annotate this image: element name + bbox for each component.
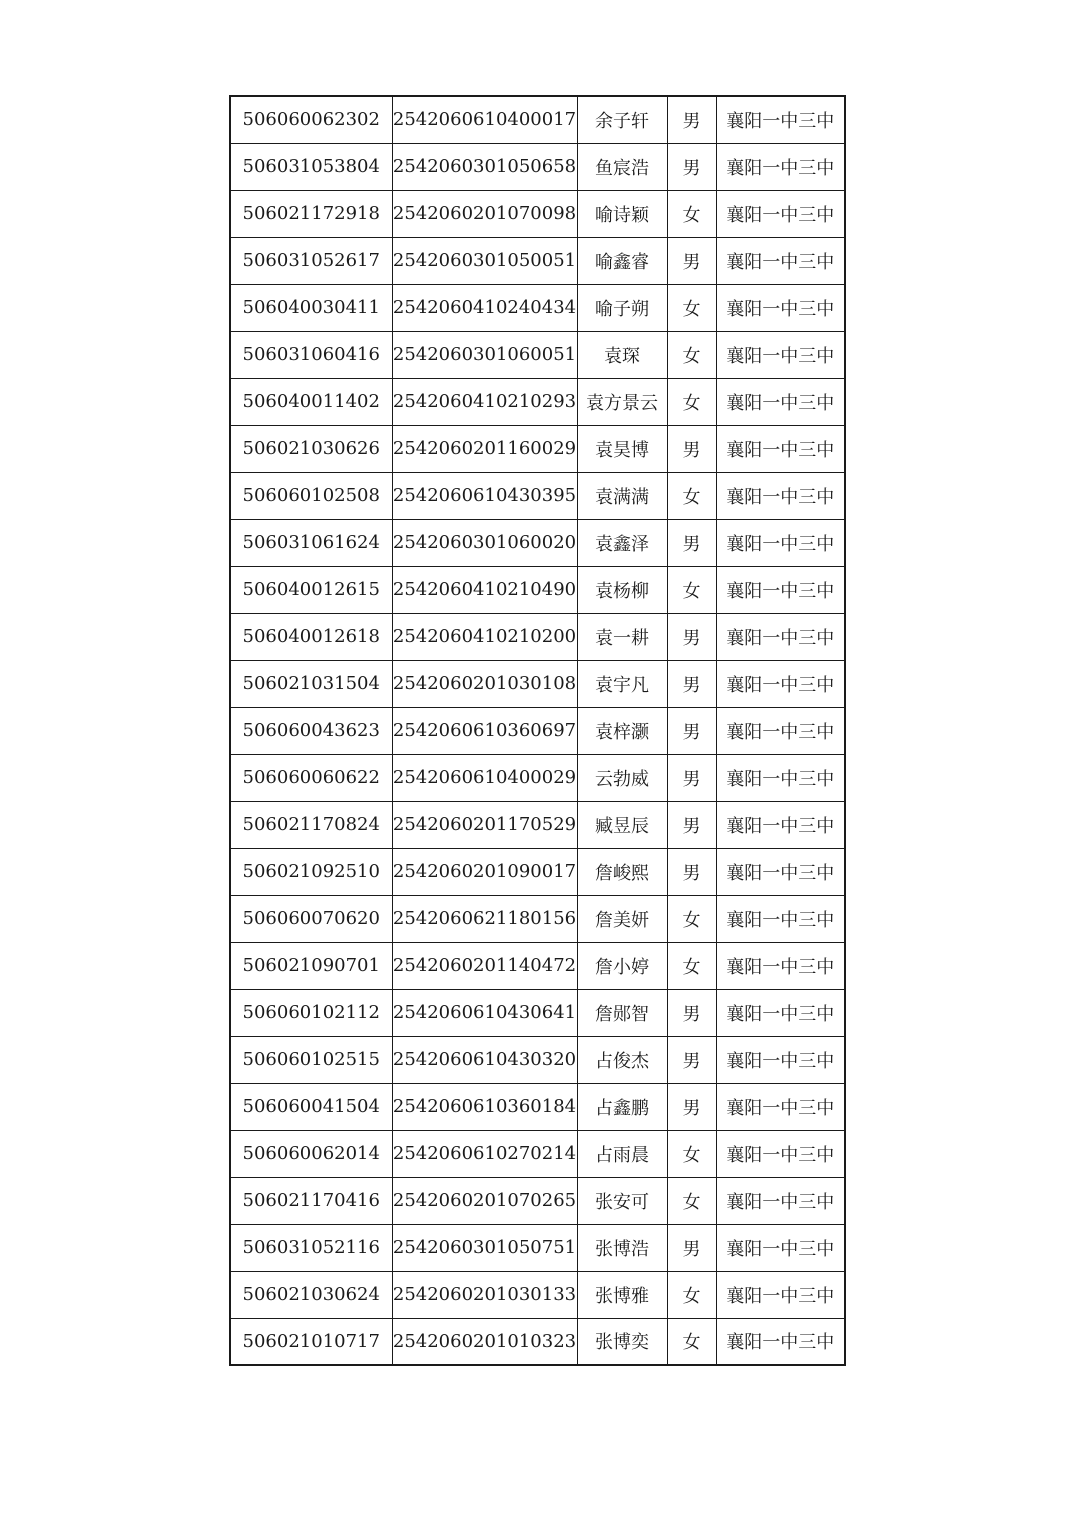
gender-cell: 女 <box>667 331 716 378</box>
gender-cell: 男 <box>667 989 716 1036</box>
registration-number-cell: 2542060410210200 <box>392 613 577 660</box>
gender-cell: 男 <box>667 1083 716 1130</box>
registration-number-cell: 2542060201140472 <box>392 942 577 989</box>
student-name-cell: 詹郧智 <box>577 989 667 1036</box>
gender-cell: 男 <box>667 1036 716 1083</box>
school-cell: 襄阳一中三中 <box>716 378 845 425</box>
exam-number-cell: 506021090701 <box>230 942 392 989</box>
registration-number-cell: 2542060610360184 <box>392 1083 577 1130</box>
gender-cell: 女 <box>667 378 716 425</box>
exam-number-cell: 506060062014 <box>230 1130 392 1177</box>
student-name-cell: 余子轩 <box>577 96 667 143</box>
gender-cell: 男 <box>667 707 716 754</box>
student-name-cell: 占鑫鹏 <box>577 1083 667 1130</box>
student-name-cell: 詹峻熙 <box>577 848 667 895</box>
table-row <box>230 707 845 754</box>
exam-number-cell: 506021030624 <box>230 1271 392 1318</box>
exam-number-cell: 506040012618 <box>230 613 392 660</box>
table-row <box>230 1130 845 1177</box>
exam-number-cell: 506040011402 <box>230 378 392 425</box>
school-cell: 襄阳一中三中 <box>716 472 845 519</box>
student-name-cell: 袁杨柳 <box>577 566 667 613</box>
exam-number-cell: 506060102112 <box>230 989 392 1036</box>
registration-number-cell: 2542060301050658 <box>392 143 577 190</box>
school-cell: 襄阳一中三中 <box>716 331 845 378</box>
student-name-cell: 臧昱辰 <box>577 801 667 848</box>
exam-number-cell: 506021030626 <box>230 425 392 472</box>
registration-number-cell: 2542060201010323 <box>392 1318 577 1365</box>
table-row <box>230 566 845 613</box>
table-row <box>230 519 845 566</box>
student-name-cell: 张博浩 <box>577 1224 667 1271</box>
table-row <box>230 284 845 331</box>
student-name-cell: 喻诗颖 <box>577 190 667 237</box>
table-row <box>230 754 845 801</box>
exam-number-cell: 506031060416 <box>230 331 392 378</box>
gender-cell: 男 <box>667 519 716 566</box>
school-cell: 襄阳一中三中 <box>716 754 845 801</box>
school-cell: 襄阳一中三中 <box>716 566 845 613</box>
student-name-cell: 袁方景云 <box>577 378 667 425</box>
table-row <box>230 331 845 378</box>
registration-number-cell: 2542060301060020 <box>392 519 577 566</box>
exam-number-cell: 506021010717 <box>230 1318 392 1365</box>
gender-cell: 男 <box>667 848 716 895</box>
student-name-cell: 詹美妍 <box>577 895 667 942</box>
exam-number-cell: 506031061624 <box>230 519 392 566</box>
school-cell: 襄阳一中三中 <box>716 1177 845 1224</box>
exam-number-cell: 506060041504 <box>230 1083 392 1130</box>
registration-number-cell: 2542060610400029 <box>392 754 577 801</box>
gender-cell: 男 <box>667 96 716 143</box>
registration-number-cell: 2542060201070265 <box>392 1177 577 1224</box>
exam-number-cell: 506060070620 <box>230 895 392 942</box>
gender-cell: 男 <box>667 754 716 801</box>
registration-number-cell: 2542060201070098 <box>392 190 577 237</box>
roster-body <box>230 96 845 1365</box>
gender-cell: 女 <box>667 472 716 519</box>
table-row <box>230 942 845 989</box>
table-row <box>230 1318 845 1365</box>
table-row <box>230 895 845 942</box>
student-name-cell: 云勃威 <box>577 754 667 801</box>
exam-number-cell: 506060062302 <box>230 96 392 143</box>
exam-number-cell: 506031053804 <box>230 143 392 190</box>
gender-cell: 女 <box>667 1130 716 1177</box>
registration-number-cell: 2542060610430641 <box>392 989 577 1036</box>
student-name-cell: 占俊杰 <box>577 1036 667 1083</box>
student-name-cell: 袁琛 <box>577 331 667 378</box>
school-cell: 襄阳一中三中 <box>716 613 845 660</box>
registration-number-cell: 2542060610360697 <box>392 707 577 754</box>
gender-cell: 男 <box>667 425 716 472</box>
school-cell: 襄阳一中三中 <box>716 801 845 848</box>
student-name-cell: 袁梓灏 <box>577 707 667 754</box>
exam-number-cell: 506021031504 <box>230 660 392 707</box>
table-row <box>230 1177 845 1224</box>
exam-number-cell: 506021170824 <box>230 801 392 848</box>
exam-number-cell: 506060060622 <box>230 754 392 801</box>
gender-cell: 女 <box>667 1177 716 1224</box>
school-cell: 襄阳一中三中 <box>716 1036 845 1083</box>
table-row <box>230 472 845 519</box>
table-row <box>230 96 845 143</box>
registration-number-cell: 2542060201030133 <box>392 1271 577 1318</box>
table-row <box>230 425 845 472</box>
school-cell: 襄阳一中三中 <box>716 942 845 989</box>
student-name-cell: 张博雅 <box>577 1271 667 1318</box>
registration-number-cell: 2542060410210293 <box>392 378 577 425</box>
student-name-cell: 鱼宸浩 <box>577 143 667 190</box>
gender-cell: 男 <box>667 613 716 660</box>
school-cell: 襄阳一中三中 <box>716 660 845 707</box>
school-cell: 襄阳一中三中 <box>716 707 845 754</box>
gender-cell: 男 <box>667 143 716 190</box>
registration-number-cell: 2542060621180156 <box>392 895 577 942</box>
student-name-cell: 占雨晨 <box>577 1130 667 1177</box>
gender-cell: 女 <box>667 942 716 989</box>
school-cell: 襄阳一中三中 <box>716 1083 845 1130</box>
registration-number-cell: 2542060610270214 <box>392 1130 577 1177</box>
exam-number-cell: 506040030411 <box>230 284 392 331</box>
student-name-cell: 喻子朔 <box>577 284 667 331</box>
gender-cell: 女 <box>667 284 716 331</box>
registration-number-cell: 2542060410210490 <box>392 566 577 613</box>
exam-number-cell: 506031052617 <box>230 237 392 284</box>
exam-number-cell: 506031052116 <box>230 1224 392 1271</box>
school-cell: 襄阳一中三中 <box>716 284 845 331</box>
registration-number-cell: 2542060410240434 <box>392 284 577 331</box>
student-name-cell: 袁满满 <box>577 472 667 519</box>
table-row <box>230 1083 845 1130</box>
registration-number-cell: 2542060201030108 <box>392 660 577 707</box>
exam-number-cell: 506040012615 <box>230 566 392 613</box>
student-name-cell: 袁鑫泽 <box>577 519 667 566</box>
exam-number-cell: 506060043623 <box>230 707 392 754</box>
school-cell: 襄阳一中三中 <box>716 1271 845 1318</box>
school-cell: 襄阳一中三中 <box>716 848 845 895</box>
table-row <box>230 378 845 425</box>
registration-number-cell: 2542060301060051 <box>392 331 577 378</box>
school-cell: 襄阳一中三中 <box>716 989 845 1036</box>
table-row <box>230 989 845 1036</box>
gender-cell: 女 <box>667 566 716 613</box>
registration-number-cell: 2542060201160029 <box>392 425 577 472</box>
table-row <box>230 613 845 660</box>
student-name-cell: 喻鑫睿 <box>577 237 667 284</box>
gender-cell: 女 <box>667 895 716 942</box>
student-name-cell: 张安可 <box>577 1177 667 1224</box>
student-name-cell: 袁一耕 <box>577 613 667 660</box>
registration-number-cell: 2542060301050751 <box>392 1224 577 1271</box>
table-row <box>230 1036 845 1083</box>
table-row <box>230 660 845 707</box>
exam-number-cell: 506021170416 <box>230 1177 392 1224</box>
exam-number-cell: 506021172918 <box>230 190 392 237</box>
gender-cell: 男 <box>667 1224 716 1271</box>
gender-cell: 女 <box>667 190 716 237</box>
registration-number-cell: 2542060201090017 <box>392 848 577 895</box>
student-name-cell: 詹小婷 <box>577 942 667 989</box>
student-roster-table <box>229 95 846 1366</box>
school-cell: 襄阳一中三中 <box>716 1130 845 1177</box>
table-row <box>230 143 845 190</box>
school-cell: 襄阳一中三中 <box>716 143 845 190</box>
registration-number-cell: 2542060201170529 <box>392 801 577 848</box>
table-row <box>230 848 845 895</box>
table-row <box>230 190 845 237</box>
school-cell: 襄阳一中三中 <box>716 96 845 143</box>
school-cell: 襄阳一中三中 <box>716 425 845 472</box>
table-row <box>230 1271 845 1318</box>
registration-number-cell: 2542060610430395 <box>392 472 577 519</box>
gender-cell: 男 <box>667 801 716 848</box>
exam-number-cell: 506060102515 <box>230 1036 392 1083</box>
student-name-cell: 张博奕 <box>577 1318 667 1365</box>
registration-number-cell: 2542060301050051 <box>392 237 577 284</box>
gender-cell: 男 <box>667 237 716 284</box>
table-row <box>230 1224 845 1271</box>
gender-cell: 女 <box>667 1271 716 1318</box>
table-row <box>230 801 845 848</box>
gender-cell: 女 <box>667 1318 716 1365</box>
student-name-cell: 袁昊博 <box>577 425 667 472</box>
registration-number-cell: 2542060610400017 <box>392 96 577 143</box>
exam-number-cell: 506060102508 <box>230 472 392 519</box>
registration-number-cell: 2542060610430320 <box>392 1036 577 1083</box>
school-cell: 襄阳一中三中 <box>716 190 845 237</box>
student-name-cell: 袁宇凡 <box>577 660 667 707</box>
school-cell: 襄阳一中三中 <box>716 237 845 284</box>
school-cell: 襄阳一中三中 <box>716 519 845 566</box>
school-cell: 襄阳一中三中 <box>716 895 845 942</box>
table-row <box>230 237 845 284</box>
school-cell: 襄阳一中三中 <box>716 1318 845 1365</box>
school-cell: 襄阳一中三中 <box>716 1224 845 1271</box>
exam-number-cell: 506021092510 <box>230 848 392 895</box>
gender-cell: 男 <box>667 660 716 707</box>
